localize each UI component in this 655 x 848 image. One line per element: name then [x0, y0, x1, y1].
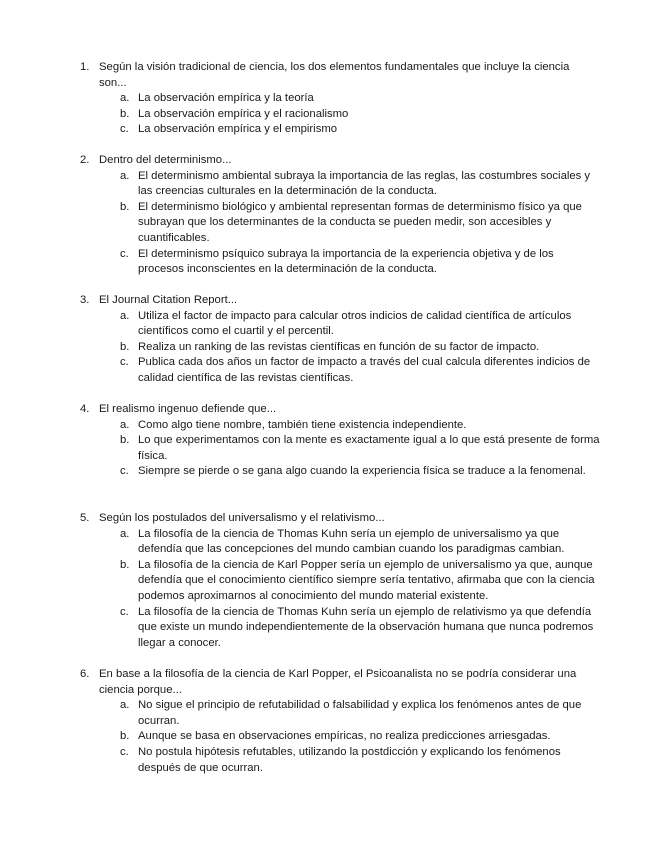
option-a — [0, 309, 655, 340]
question-text: Dentro del determinismo... — [99, 154, 232, 166]
question-2 — [0, 153, 655, 278]
question-text: Según la visión tradicional de ciencia, los dos elementos fundamentales que incluye la ciencia son... — [99, 61, 570, 89]
option-a — [0, 91, 655, 107]
question-number: 1. — [80, 61, 90, 73]
question-stem — [0, 511, 655, 527]
question-text: Según los postulados del universalismo y el relativismo... — [99, 512, 385, 524]
option-c — [0, 464, 655, 480]
option-a — [0, 698, 655, 729]
option-a — [0, 169, 655, 200]
question-6 — [0, 667, 655, 776]
question-stem — [0, 667, 655, 698]
question-stem — [0, 153, 655, 169]
question-number: 6. — [80, 668, 90, 680]
question-text: En base a la filosofía de la ciencia de Karl Popper, el Psicoanalista no se podría considerar una ciencia porque... — [99, 668, 577, 696]
question-stem — [0, 293, 655, 309]
option-c — [0, 745, 655, 776]
option-text: No sigue el principio de refutabilidad o falsabilidad y explica los fenómenos antes de que ocurran. — [138, 699, 582, 727]
option-c — [0, 247, 655, 278]
question-number: 3. — [80, 294, 90, 306]
option-letter: c. — [120, 605, 129, 618]
question-text: El Journal Citation Report... — [99, 294, 238, 306]
option-letter: c. — [120, 465, 129, 478]
option-text: La observación empírica y la teoría — [138, 92, 314, 105]
option-b — [0, 200, 655, 247]
option-text: La filosofía de la ciencia de Thomas Kuhn sería un ejemplo de universalismo ya que defendía que las concepciones del mundo cambian cuando los paradigmas cambian. — [138, 527, 565, 556]
option-b — [0, 558, 655, 605]
option-letter: c. — [120, 745, 129, 758]
option-b — [0, 107, 655, 123]
option-letter: c. — [120, 123, 129, 136]
option-text: El determinismo biológico y ambiental representan formas de determinismo físico ya que subrayan que los determinantes de la conducta se pueden medir, son accesibles y cuantificables. — [138, 200, 582, 244]
question-stem — [0, 60, 655, 91]
question-number: 4. — [80, 403, 90, 415]
option-letter: a. — [120, 418, 130, 431]
option-text: La observación empírica y el racionalismo — [138, 107, 349, 120]
option-letter: a. — [120, 699, 130, 712]
option-text: El determinismo ambiental subraya la importancia de las reglas, las costumbres sociales y las creencias culturales en la determinación de la conducta. — [138, 169, 591, 198]
option-letter: c. — [120, 356, 129, 369]
question-5 — [0, 511, 655, 651]
option-letter: b. — [120, 730, 130, 743]
option-c — [0, 122, 655, 138]
option-letter: c. — [120, 247, 129, 260]
option-letter: a. — [120, 169, 130, 182]
option-b — [0, 729, 655, 745]
option-text: Utiliza el factor de impacto para calcular otros indicios de calidad científica de artículos científicos como el cuartil y el percentil. — [138, 309, 572, 338]
option-letter: b. — [120, 200, 130, 213]
option-letter: b. — [120, 558, 130, 571]
option-a — [0, 418, 655, 434]
option-letter: a. — [120, 527, 130, 540]
question-1 — [0, 60, 655, 138]
question-stem — [0, 402, 655, 418]
option-text: Realiza un ranking de las revistas científicas en función de su factor de impacto. — [138, 340, 540, 353]
option-text: Aunque se basa en observaciones empíricas, no realiza predicciones arriesgadas. — [138, 730, 551, 743]
option-text: Lo que experimentamos con la mente es exactamente igual a lo que está presente de forma física. — [138, 434, 600, 462]
option-text: Siempre se pierde o se gana algo cuando la experiencia física se traduce a la fenomenal. — [138, 465, 586, 478]
option-text: La observación empírica y el empirismo — [138, 123, 338, 136]
option-c — [0, 355, 655, 386]
option-text: La filosofía de la ciencia de Karl Popper sería un ejemplo de universalismo ya que, aunque defendía que el conocimiento científico siempre sería tentativo, afirmaba que con la ciencia podemos aproximarnos al conocimiento del mundo material existente. — [138, 558, 595, 602]
option-b — [0, 340, 655, 356]
option-text: El determinismo psíquico subraya la importancia de la experiencia objetiva y de los procesos inconscientes en la determinación de la conducta. — [138, 247, 554, 276]
option-c — [0, 605, 655, 652]
question-number: 2. — [80, 154, 90, 166]
option-a — [0, 527, 655, 558]
option-text: Publica cada dos años un factor de impacto a través del cual calcula diferentes indicios de calidad científica de las revistas científicas. — [138, 356, 591, 384]
option-text: Como algo tiene nombre, también tiene existencia independiente. — [138, 418, 467, 431]
option-letter: a. — [120, 309, 130, 322]
option-text: La filosofía de la ciencia de Thomas Kuhn sería un ejemplo de relativismo ya que defendía que existe un mundo independientemente de la observación humana que nunca podremos llegar a conocer. — [138, 605, 594, 649]
option-letter: b. — [120, 340, 130, 353]
option-letter: b. — [120, 434, 130, 447]
question-3 — [0, 293, 655, 387]
question-text: El realismo ingenuo defiende que... — [99, 403, 277, 415]
option-text: No postula hipótesis refutables, utilizando la postdicción y explicando los fenómenos después de que ocurran. — [138, 745, 561, 774]
question-number: 5. — [80, 512, 90, 524]
option-letter: a. — [120, 92, 130, 105]
option-letter: b. — [120, 107, 130, 120]
question-4 — [0, 402, 655, 480]
option-b — [0, 433, 655, 464]
